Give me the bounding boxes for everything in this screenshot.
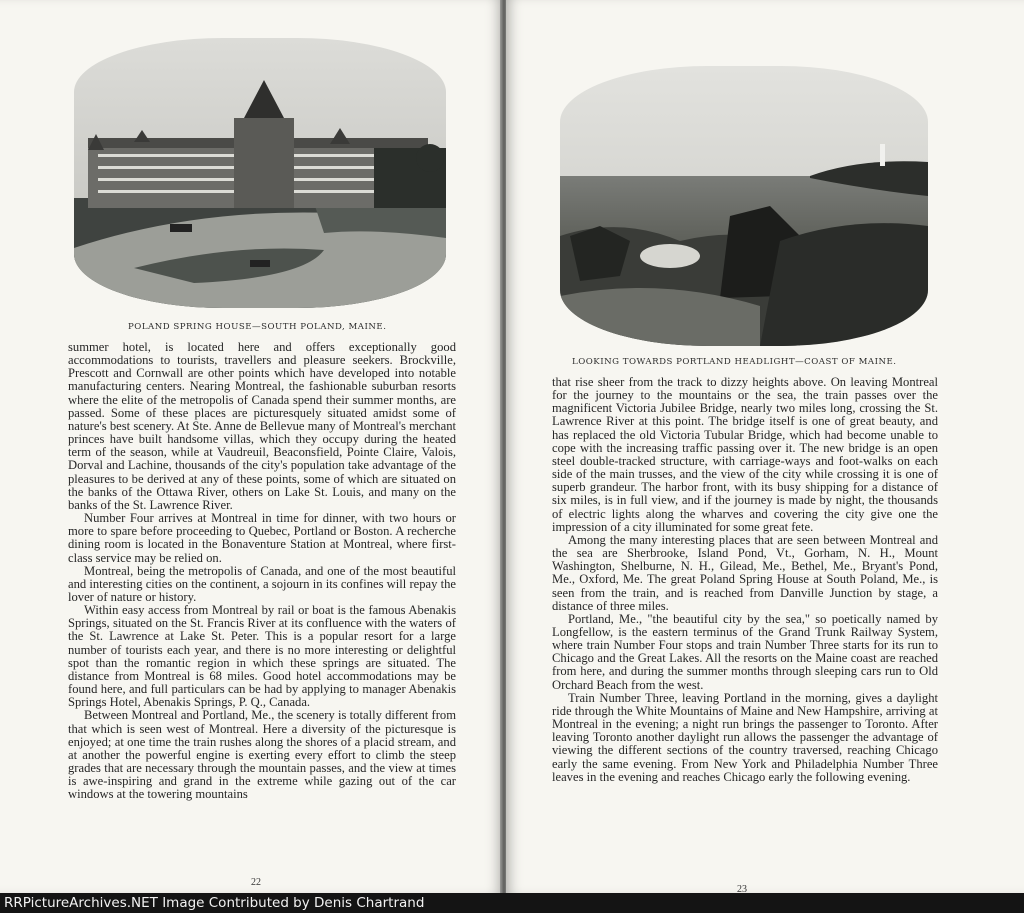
portland-headlight-photo (560, 66, 928, 346)
left-photo-caption: POLAND SPRING HOUSE—SOUTH POLAND, MAINE. (128, 322, 387, 332)
right-page-text (552, 376, 938, 784)
poland-spring-house-photo (74, 38, 446, 308)
paragraph: Train Number Three, leaving Portland in the morning, gives a daylight ride through the White Mountains of Maine and New Hampshire, arriving at Montreal in the evening; a night run brings the passenger to Toronto. After leaving Toronto another daylight run allows the passenger the advantage of viewing the different sections of the country traversed, reaching Chicago early the same evening. From New York and Philadelphia Number Three leaves in the evening and reaches Chicago early the following evening. (552, 690, 938, 784)
paragraph: Among the many interesting places that are seen between Montreal and the sea are Sherbrooke, Island Pond, Vt., Gorham, N. H., Mount Washington, Shelburne, N. H., Gilead, Me., Bethel, Me., Bryant's Pond, Me., Oxford, Me. The great Poland Spring House at South Poland, Me., is seen from the train, and is reached from Danville Junction by stage, a distance of three miles. (552, 532, 938, 613)
left-page-text (68, 341, 456, 801)
right-page-number: 23 (737, 884, 747, 893)
paragraph: Within easy access from Montreal by rail or boat is the famous Abenakis Springs, situated on the St. Francis River at its confluence with the waters of the St. Lawrence at Lake St. Peter. This is a popular resort for a large number of tourists each year, and there is no more interesting or delightful spot than the romantic region in which these springs are situated. The distance from Montreal is 68 miles. Good hotel accommodations may be found here, and full particulars can be had by applying to manager Abenakis Springs Hotel, Abenakis Springs, P. Q., Canada. (68, 603, 456, 710)
image-credit: RRPictureArchives.NET Image Contributed by Denis Chartrand (4, 895, 425, 911)
paragraph: summer hotel, is located here and offers exceptionally good accommodations to tourists, travellers and pleasure seekers. Brockville, Prescott and Cornwall are other points which have developed into notable manufacturing centers. Nearing Montreal, the fashionable suburban resorts where the elite of the metropolis of Canada spend their summer months, are passed. Some of these places are picturesquely situated amidst some of nature's best scenery. At Ste. Anne de Bellevue many of Montreal's merchant princes have built handsome villas, which they occupy during the heated term of the season, while at Vaudreuil, Beaconsfield, Pointe Claire, Valois, Dorval and Lachine, thousands of the city's population take advantage of the pleasures to be derived at any of these points, some of which are situated on the banks of the Ottawa River, others on Lake St. Louis, and many on the banks of the St. Lawrence River. (68, 340, 456, 512)
right-page (506, 0, 1024, 893)
credit-bar (0, 893, 1024, 913)
paragraph: Number Four arrives at Montreal in time for dinner, with two hours or more to spare before proceeding to Quebec, Portland or Boston. A recherche dining room is located in the Bonaventure Station at Montreal, where first-class service may be relied on. (68, 511, 456, 565)
paragraph: that rise sheer from the track to dizzy heights above. On leaving Montreal for the journey to the mountains or the sea, the train passes over the magnificent Victoria Jubilee Bridge, nearly two miles long, crossing the St. Lawrence River at this point. The bridge itself is one of great beauty, and has replaced the old Victoria Tubular Bridge, which had become unable to cope with the increasing traffic passing over it. The new bridge is an open steel double-tracked structure, with carriage-ways and foot-walks on each side of the main trusses, and the view of the city while crossing it is one of superb grandeur. The harbor front, with its busy shipping for a distance of six miles, is in full view, and if the journey is made by night, the thousands of electric lights along the wharves and covering the city give one the impression of a city illuminated for some great fete. (552, 375, 938, 534)
paragraph: Montreal, being the metropolis of Canada, and one of the most beautiful and interesting cities on the continent, a sojourn in its confines will repay the lover of nature or history. (68, 563, 456, 604)
left-page-number: 22 (251, 877, 261, 888)
hotel-illustration (74, 38, 446, 308)
paragraph: Portland, Me., "the beautiful city by the sea," so poetically named by Longfellow, is the eastern terminus of the Grand Trunk Railway System, where train Number Four stops and train Number Three starts for its run to Chicago and the Great Lakes. All the resorts on the Maine coast are reached from here, and during the summer months through sleeping cars run to Old Orchard Beach from the west. (552, 611, 938, 692)
left-page (0, 0, 502, 893)
coast-illustration (560, 66, 928, 346)
paragraph: Between Montreal and Portland, Me., the scenery is totally different from that which is seen west of Montreal. Here a diversity of the picturesque is enjoyed; at one time the train rushes along the shores of a placid stream, and at another the powerful engine is exerting every effort to climb the steep grades that are necessary through the mountain passes, and the view at times is awe-inspiring and grand in the extreme while gazing out of the car windows at the towering mountains (68, 708, 456, 802)
right-photo-caption: LOOKING TOWARDS PORTLAND HEADLIGHT—COAST OF MAINE. (572, 357, 897, 367)
